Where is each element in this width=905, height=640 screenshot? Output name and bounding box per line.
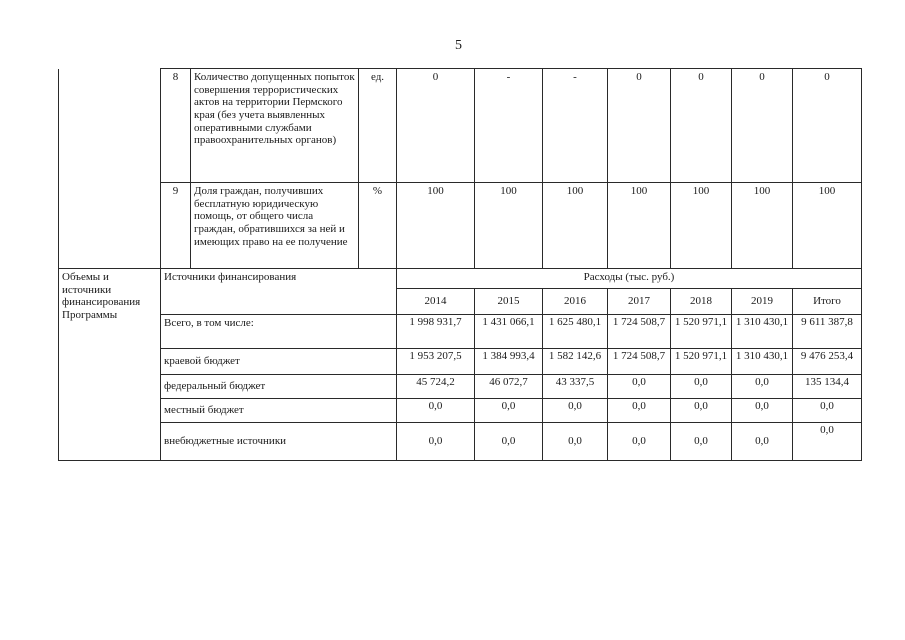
finance-value: 0,0	[671, 375, 732, 399]
indicator-value: 0	[397, 69, 475, 183]
indicator-value: 100	[671, 183, 732, 269]
indicator-value: 100	[793, 183, 862, 269]
finance-header-row	[59, 269, 862, 289]
finance-value: 0,0	[793, 399, 862, 423]
finance-value: 45 724,2	[397, 375, 475, 399]
finance-value: 0,0	[543, 399, 608, 423]
finance-value: 1 582 142,6	[543, 349, 608, 375]
program-table	[58, 68, 862, 461]
finance-row	[59, 399, 862, 423]
finance-value: 1 520 971,1	[671, 349, 732, 375]
finance-row-label: федеральный бюджет	[161, 375, 397, 399]
indicator-row	[59, 69, 862, 183]
finance-value: 0,0	[397, 399, 475, 423]
indicator-value: 100	[543, 183, 608, 269]
finance-row-label: местный бюджет	[161, 399, 397, 423]
finance-value: 0,0	[608, 399, 671, 423]
finance-value: 0,0	[732, 423, 793, 461]
empty-section-cell	[59, 69, 161, 269]
indicator-name: Доля граждан, получивших бесплатную юридическую помощь, от общего числа граждан, обратившихся за ней и имеющих право на ее получение	[191, 183, 359, 269]
finance-section-label: Объемы и источники финансирования Программы	[59, 269, 161, 461]
finance-value: 0,0	[671, 399, 732, 423]
finance-value: 135 134,4	[793, 375, 862, 399]
indicator-value: -	[543, 69, 608, 183]
finance-value: 1 431 066,1	[475, 315, 543, 349]
year-header: 2019	[732, 289, 793, 315]
finance-value: 1 998 931,7	[397, 315, 475, 349]
page-number: 5	[455, 38, 462, 53]
finance-value: 1 384 993,4	[475, 349, 543, 375]
year-header: 2016	[543, 289, 608, 315]
expenses-header: Расходы (тыс. руб.)	[397, 269, 862, 289]
total-header: Итого	[793, 289, 862, 315]
finance-value: 46 072,7	[475, 375, 543, 399]
finance-value: 9 476 253,4	[793, 349, 862, 375]
finance-value: 43 337,5	[543, 375, 608, 399]
finance-value: 0,0	[671, 423, 732, 461]
year-header: 2015	[475, 289, 543, 315]
finance-value: 1 625 480,1	[543, 315, 608, 349]
indicator-unit: ед.	[359, 69, 397, 183]
year-header: 2017	[608, 289, 671, 315]
finance-value: 0,0	[475, 399, 543, 423]
indicator-value: 0	[732, 69, 793, 183]
finance-value: 0,0	[543, 423, 608, 461]
indicator-number: 8	[161, 69, 191, 183]
indicator-row	[59, 183, 862, 269]
finance-row	[59, 315, 862, 349]
finance-value: 0,0	[608, 423, 671, 461]
finance-value: 1 310 430,1	[732, 315, 793, 349]
indicator-value: 0	[608, 69, 671, 183]
finance-value: 1 953 207,5	[397, 349, 475, 375]
finance-value: 9 611 387,8	[793, 315, 862, 349]
finance-value: 0,0	[397, 423, 475, 461]
finance-value: 0,0	[475, 423, 543, 461]
indicator-value: 0	[671, 69, 732, 183]
finance-value: 0,0	[793, 423, 862, 461]
finance-value: 0,0	[732, 375, 793, 399]
finance-value: 1 724 508,7	[608, 315, 671, 349]
indicator-value: 100	[608, 183, 671, 269]
indicator-value: 100	[732, 183, 793, 269]
finance-row	[59, 349, 862, 375]
indicator-number: 9	[161, 183, 191, 269]
sources-header: Источники финансирования	[161, 269, 397, 315]
year-header: 2018	[671, 289, 732, 315]
indicator-value: 100	[475, 183, 543, 269]
indicator-value: -	[475, 69, 543, 183]
year-header: 2014	[397, 289, 475, 315]
indicator-value: 100	[397, 183, 475, 269]
finance-value: 0,0	[732, 399, 793, 423]
finance-row	[59, 423, 862, 461]
finance-row-label: краевой бюджет	[161, 349, 397, 375]
finance-row-label: внебюджетные источники	[161, 423, 397, 461]
finance-row-label: Всего, в том числе:	[161, 315, 397, 349]
finance-value: 1 520 971,1	[671, 315, 732, 349]
finance-value: 1 310 430,1	[732, 349, 793, 375]
indicator-value: 0	[793, 69, 862, 183]
indicator-unit: %	[359, 183, 397, 269]
finance-row	[59, 375, 862, 399]
finance-value: 1 724 508,7	[608, 349, 671, 375]
finance-value: 0,0	[608, 375, 671, 399]
indicator-name: Количество допущенных попыток совершения террористических актов на территории Пермского края (без учета выявленных оперативными службами правоохранительных органов)	[191, 69, 359, 183]
